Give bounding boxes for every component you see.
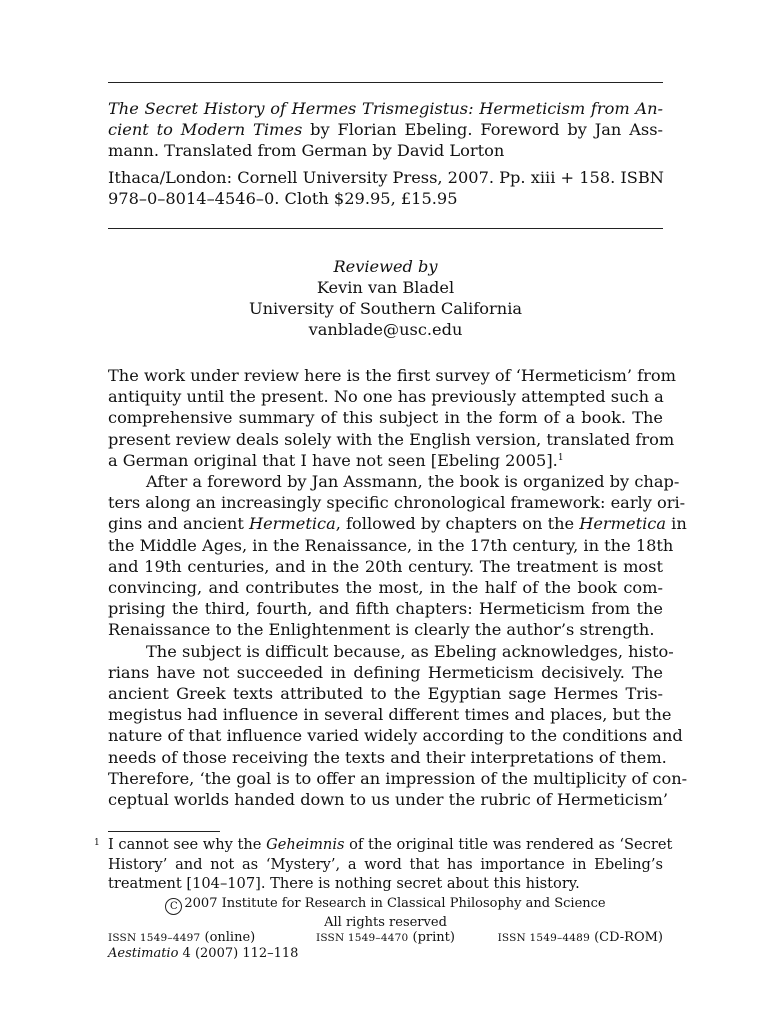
p2-line: convincing, and contributes the most, in the half of the book com- [108, 578, 663, 598]
p2-line: the Middle Ages, in the Renaissance, in the 17th century, in the 18th [108, 535, 674, 555]
issn-row [108, 930, 663, 946]
reviewer-email: vanblade@usc.edu [308, 320, 463, 339]
p2-line: After a foreword by Jan Assmann, the book is organized by chap- [146, 472, 680, 492]
bibliographic-entry [108, 98, 663, 162]
issn-online: ISSN 1549–4497 (online) [108, 930, 256, 945]
p1-line: a German original that I have not seen [Ebeling 2005].$^1$ [108, 450, 564, 470]
p1-line: comprehensive summary of this subject in the form of a book. The [108, 408, 663, 428]
publisher-line: Ithaca/London: Cornell University Press, 2007. Pp. xiii + 158. ISBN [108, 168, 664, 187]
top-rule [108, 82, 663, 83]
issn-print: ISSN 1549–4470 (print) [316, 930, 455, 945]
footnote-rule [108, 831, 220, 832]
copyright-icon: C [165, 898, 182, 915]
p1-line: The work under review here is the first survey of ‘Hermeticism’ from [108, 366, 676, 385]
bottom-rule [108, 228, 663, 229]
footnote-line: treatment [104–107]. There is nothing secret about this history. [108, 875, 580, 892]
journal-citation: Aestimatio 4 (2007) 112–118 [108, 946, 299, 961]
reviewer-affiliation: University of Southern California [248, 299, 523, 318]
p2-line: prising the third, fourth, and fifth chapters: Hermeticism from the [108, 599, 663, 619]
p3-line: ceptual worlds handed down to us under the rubric of Hermeticism’ [108, 790, 668, 810]
journal-name: Aestimatio [108, 946, 179, 961]
p2-line: ters along an increasingly specific chronological framework: early ori- [108, 493, 686, 513]
publication-details [108, 167, 663, 209]
footnote-number: 1 [94, 838, 100, 848]
book-title-part-1: The Secret History of Hermes Trismegistus: Hermeticism from An- [108, 99, 663, 118]
p3-line: needs of those receiving the texts and their interpretations of them. [108, 747, 667, 767]
bib-line-2 [108, 119, 663, 140]
p3-line: The subject is difficult because, as Ebeling acknowledges, histo- [146, 641, 674, 661]
footnote-line: History’ and not as ‘Mystery’, a word that has importance in Ebeling’s [108, 855, 663, 873]
copyright-notice: C 2007 Institute for Research in Classical Philosophy and Science All rights reserved [108, 896, 663, 931]
book-title-part-2: cient to Modern Times [108, 120, 303, 140]
p3-line: megistus had influence in several different times and places, but the [108, 705, 672, 725]
review-body [108, 365, 688, 810]
reviewer-name: Kevin van Bladel [316, 278, 455, 297]
issn-cdrom: ISSN 1549–4489 (CD-ROM) [497, 930, 663, 945]
p2-line: and 19th centuries, and in the 20th century. The treatment is most [108, 556, 663, 576]
p2-line: gins and ancient Hermetica, followed by chapters on the Hermetica in [108, 514, 687, 534]
p3-line: Therefore, ‘the goal is to offer an impression of the multiplicity of con- [108, 768, 688, 788]
footnote-marker[interactable]: 1 [557, 452, 564, 463]
reviewer-block [108, 256, 663, 340]
footnote-line: I cannot see why the Geheimnis of the original title was rendered as ‘Secret [108, 836, 673, 853]
p3-line: rians have not succeeded in defining Hermeticism decisively. The [108, 662, 663, 682]
isbn-price-line: 978–0–8014–4546–0. Cloth $29.95, £15.95 [108, 189, 458, 209]
p1-line: present review deals solely with the English version, translated from [108, 429, 675, 449]
p3-line: nature of that influence varied widely according to the conditions and [108, 726, 683, 746]
p2-line: Renaissance to the Enlightenment is clearly the author’s strength. [108, 620, 655, 640]
reviewed-by-label: Reviewed by [333, 257, 438, 276]
rights-reserved: All rights reserved [324, 915, 447, 930]
author-foreword: by Florian Ebeling. Foreword by Jan Ass- [302, 120, 663, 140]
p3-line: ancient Greek texts attributed to the Egyptian sage Hermes Tris- [108, 684, 663, 704]
bib-line-1 [108, 98, 663, 119]
p1-line: antiquity until the present. No one has previously attempted such a [108, 387, 664, 407]
translator-line: mann. Translated from German by David Lorton [108, 141, 505, 161]
footnote [108, 835, 673, 894]
